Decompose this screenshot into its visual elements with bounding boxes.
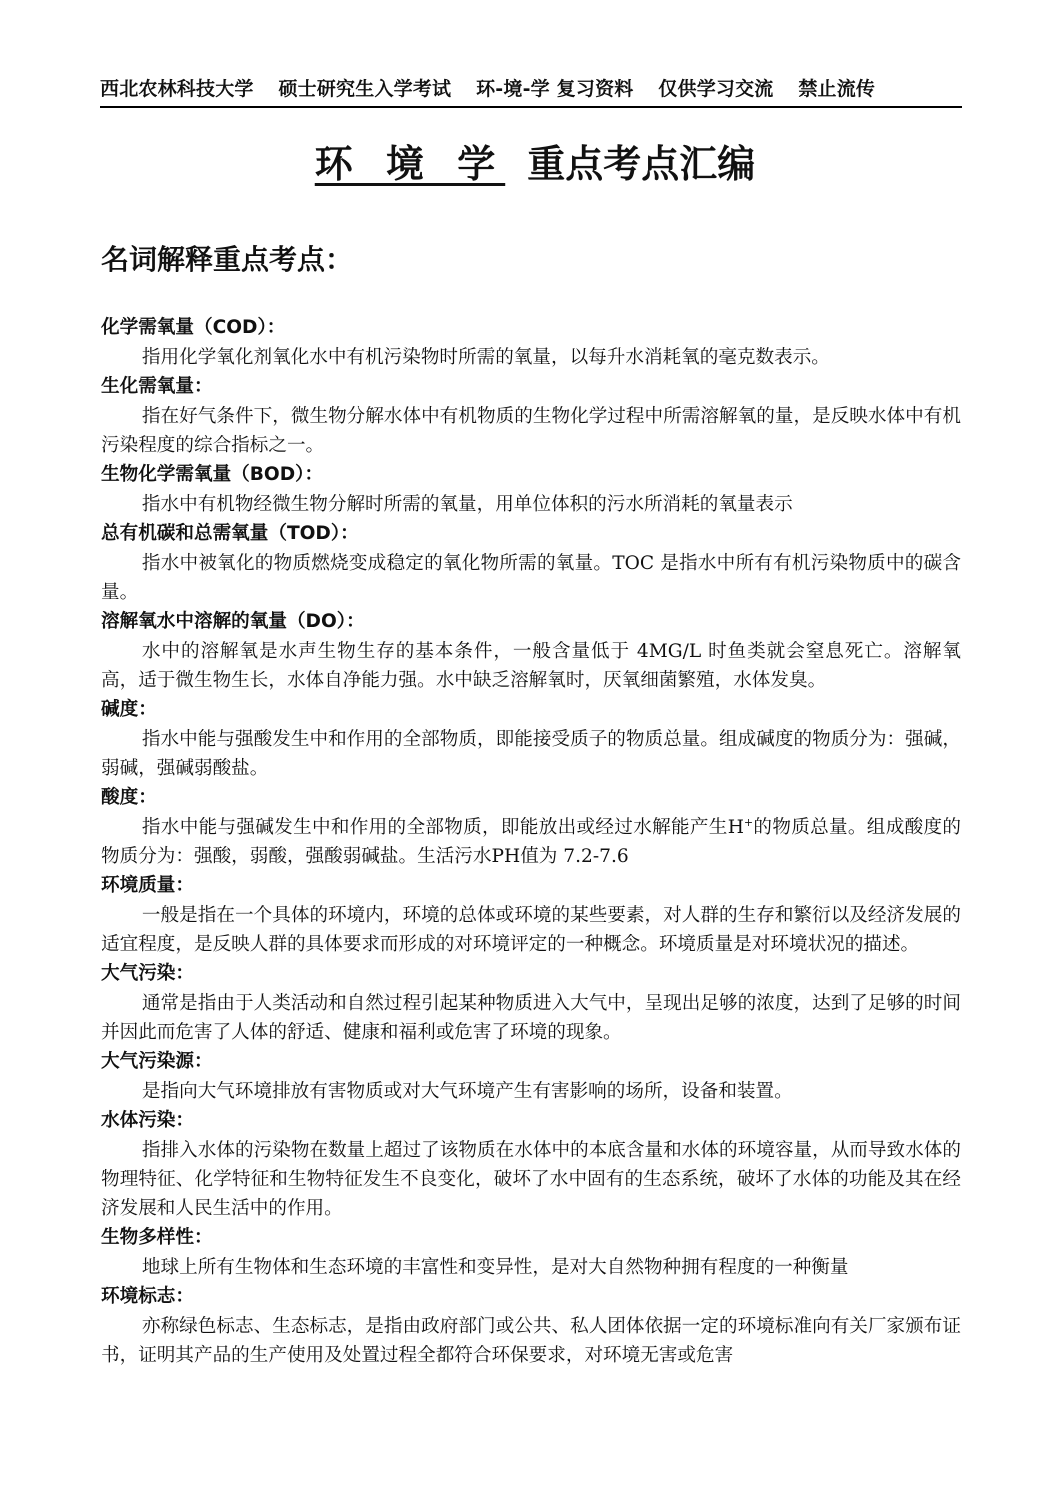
term-definition: 指用化学氧化剂氧化水中有机污染物时所需的氧量，以每升水消耗氧的毫克数表示。 (141, 347, 830, 368)
definition-item (101, 460, 961, 519)
definition-item (101, 1106, 961, 1223)
title-subject: 环 境 学 (314, 142, 506, 186)
term-title: 化学需氧量（COD）： (101, 317, 286, 338)
term-title: 生物多样性： (101, 1227, 213, 1248)
header-warning: 禁止流传 (798, 78, 876, 100)
definition-item (101, 695, 961, 783)
definition-item (101, 1047, 961, 1106)
definitions-list (101, 313, 961, 1370)
term-title: 碱度： (101, 699, 157, 720)
term-definition: 水中的溶解氧是水声生物生存的基本条件，一般含量低于 4MG/L 时鱼类就会窒息死亡。溶解氧高，适于微生物生长，水体自净能力强。水中缺乏溶解氧时，厌氧细菌繁殖，水体发臭。 (101, 641, 961, 691)
section-heading: 名词解释重点考点： (101, 243, 354, 276)
term-title: 水体污染： (101, 1110, 194, 1131)
definition-item (101, 1223, 961, 1282)
page-header (100, 76, 962, 108)
term-definition: 指水中被氧化的物质燃烧变成稳定的氧化物所需的氧量。TOC 是指水中所有有机污染物质中的碳含量。 (101, 553, 961, 603)
term-definition: 通常是指由于人类活动和自然过程引起某种物质进入大气中，呈现出足够的浓度，达到了足够的时间并因此而危害了人体的舒适、健康和福利或危害了环境的现象。 (101, 993, 961, 1043)
header-notice: 仅供学习交流 (658, 78, 774, 100)
header-exam: 硕士研究生入学考试 (278, 78, 452, 100)
definition-item (101, 783, 961, 871)
definition-item (101, 313, 961, 372)
definition-text: 指水中能与强碱发生中和作用的全部物质，即能放出或经过水解能产生H (141, 817, 744, 838)
term-title: 生化需氧量： (101, 376, 213, 397)
definition-item (101, 871, 961, 959)
term-title: 生物化学需氧量（BOD）： (101, 464, 324, 485)
header-subject: 环-境-学 复习资料 (476, 78, 634, 100)
header-university: 西北农林科技大学 (100, 78, 254, 100)
term-definition: 一般是指在一个具体的环境内，环境的总体或环境的某些要素，对人群的生存和繁衍以及经济发展的适宜程度，是反映人群的具体要求而形成的对环境评定的一种概念。环境质量是对环境状况的描述。 (101, 905, 961, 955)
term-definition: 是指向大气环境排放有害物质或对大气环境产生有害影响的场所，设备和装置。 (141, 1081, 793, 1102)
term-definition: 指在好气条件下，微生物分解水体中有机物质的生物化学过程中所需溶解氧的量，是反映水体中有机污染程度的综合指标之一。 (101, 406, 961, 456)
term-definition: 指排入水体的污染物在数量上超过了该物质在水体中的本底含量和水体的环境容量，从而导致水体的物理特征、化学特征和生物特征发生不良变化，破坏了水中固有的生态系统，破坏了水体的功能及其在经济发展和人民生活中的作用。 (101, 1140, 961, 1219)
document-title (0, 138, 1060, 190)
term-title: 酸度： (101, 787, 157, 808)
term-definition: 指水中有机物经微生物分解时所需的氧量，用单位体积的污水所消耗的氧量表示 (141, 494, 793, 515)
term-definition (101, 813, 961, 871)
definition-item (101, 1282, 961, 1370)
definition-item (101, 607, 961, 695)
title-rest: 重点考点汇编 (527, 142, 756, 186)
term-title: 溶解氧水中溶解的氧量（DO）： (101, 611, 365, 632)
term-definition: 亦称绿色标志、生态标志，是指由政府部门或公共、私人团体依据一定的环境标准向有关厂家颁布证书，证明其产品的生产使用及处置过程全都符合环保要求，对环境无害或危害 (101, 1316, 961, 1366)
definition-item (101, 372, 961, 460)
term-definition: 地球上所有生物体和生态环境的丰富性和变异性，是对大自然物种拥有程度的一种衡量 (141, 1257, 849, 1278)
term-title: 大气污染： (101, 963, 194, 984)
term-title: 环境质量： (101, 875, 194, 896)
definition-text: 的物质总量。组成酸度的物质分为：强酸，弱酸，强酸弱碱盐。生活污水PH值为 7.2-7.6 (101, 817, 961, 867)
definition-item (101, 959, 961, 1047)
term-title: 总有机碳和总需氧量（TOD）： (101, 523, 359, 544)
superscript-plus: + (743, 815, 754, 829)
term-definition: 指水中能与强酸发生中和作用的全部物质，即能接受质子的物质总量。组成碱度的物质分为：强碱，弱碱，强碱弱酸盐。 (101, 729, 961, 779)
term-title: 大气污染源： (101, 1051, 213, 1072)
definition-item (101, 519, 961, 607)
term-title: 环境标志： (101, 1286, 194, 1307)
